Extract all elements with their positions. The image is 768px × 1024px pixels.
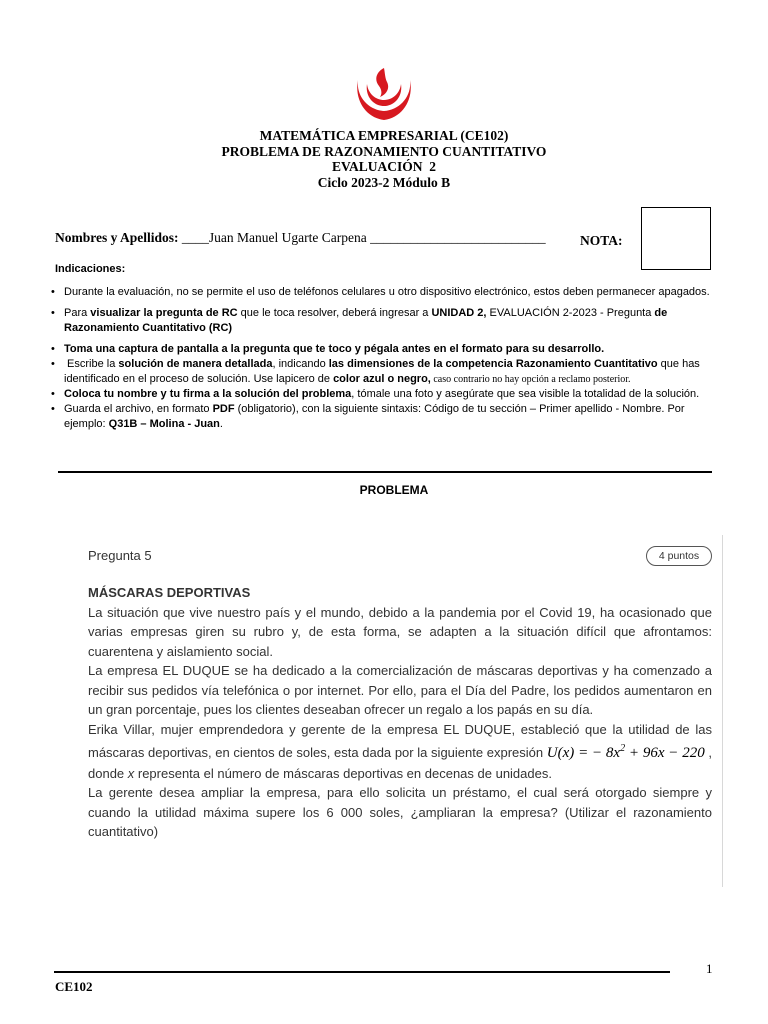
question-border xyxy=(722,535,723,887)
section-divider xyxy=(58,471,712,473)
nota-label: NOTA: xyxy=(580,233,623,248)
indication-item: • Toma una captura de pantalla a la pregunta que te toco y pégala antes en el formato para su desarrollo. xyxy=(51,342,721,357)
question-paragraph: La situación que vive nuestro país y el mundo, debido a la pandemia por el Covid 19, ha ocasionado que varias empresas giren su rubro y, de esta forma, se adapten a la situación difícil que afrontamos: cuarentena y aislamiento social. xyxy=(88,604,712,659)
title-line-3: EVALUACIÓN 2 xyxy=(331,159,437,174)
upc-logo-icon xyxy=(352,66,416,122)
indications-list xyxy=(51,285,721,432)
question-paragraph: Erika Villar, mujer emprendedora y gerente de la empresa EL DUQUE, estableció que la utilidad de las máscaras deportivas, en cientos de soles, esta dada por la siguiente expresión U(x) = − $8x^2 + 96x - 220$ , donde x representa el número de máscaras deportivas en decenas de unidades. xyxy=(88,721,712,781)
student-name-line xyxy=(55,230,546,246)
nota-box xyxy=(641,207,711,270)
points-badge: 4 puntos xyxy=(646,546,712,566)
title-line-2: PROBLEMA DE RAZONAMIENTO CUANTITATIVO xyxy=(221,143,547,159)
title-line-4: Ciclo 2023-2 Módulo B xyxy=(317,174,451,190)
question-paragraph: La gerente desea ampliar la empresa, para ello solicita un préstamo, el cual será otorgado siempre y cuando la utilidad máxima supere los 6 000 soles, ¿ampliaran la empresa? (Utilizar el razonamiento cuantitativo) xyxy=(88,785,712,839)
document-title xyxy=(0,128,768,190)
indications-title: Indicaciones: xyxy=(55,263,126,275)
question-paragraph: La empresa EL DUQUE se ha dedicado a la comercialización de máscaras deportivas y ha comenzado a recibir sus pedidos vía telefónica o por internet. Por ello, para el Día del Padre, los pedidos aumentaron en un gran porcentaje, pues los clientes deseaban ofrecer un regalo a los papás en su día. xyxy=(88,663,712,717)
student-name-value: ____Juan Manuel Ugarte Carpena __________________________ xyxy=(178,230,546,245)
question-title: Pregunta 5 xyxy=(88,548,152,563)
indication-item: • Guarda el archivo, en formato PDF (obligatorio), con la siguiente sintaxis: Código de tu sección – Primer apellido - Nombre. Por ejemplo: Q31B – Molina - Juan. xyxy=(51,402,721,432)
indication-item: • Coloca tu nombre y tu firma a la solución del problema, tómale una foto y asegúrate que sea visible la totalidad de la solución. xyxy=(51,387,721,402)
indication-item: • Durante la evaluación, no se permite el uso de teléfonos celulares u otro dispositivo electrónico, estos deben permanecer apagados. xyxy=(51,285,721,300)
indication-item: • Escribe la solución de manera detallada, indicando las dimensiones de la competencia Razonamiento Cuantitativo que has identificado en el proceso de solución. Use lapicero de color azul o negro, caso contrario no hay opción a reclamo posterior. xyxy=(51,357,721,387)
title-line-1: MATEMÁTICA EMPRESARIAL (CE102) xyxy=(259,128,509,143)
page-number: 1 xyxy=(706,961,713,976)
footer-course-code: CE102 xyxy=(55,979,93,994)
footer-divider xyxy=(54,971,670,973)
question-body xyxy=(88,583,712,842)
indication-item: • Para visualizar la pregunta de RC que le toca resolver, deberá ingresar a UNIDAD 2, EVALUACIÓN 2-2023 - Pregunta de Razonamiento Cuantitativo (RC) xyxy=(51,306,721,336)
question-heading: MÁSCARAS DEPORTIVAS xyxy=(88,585,251,600)
section-title: PROBLEMA xyxy=(359,483,429,497)
student-name-label: Nombres y Apellidos: xyxy=(55,230,179,245)
utility-formula: U(x) = − $8x^2 + 96x - 220$ xyxy=(546,743,705,761)
